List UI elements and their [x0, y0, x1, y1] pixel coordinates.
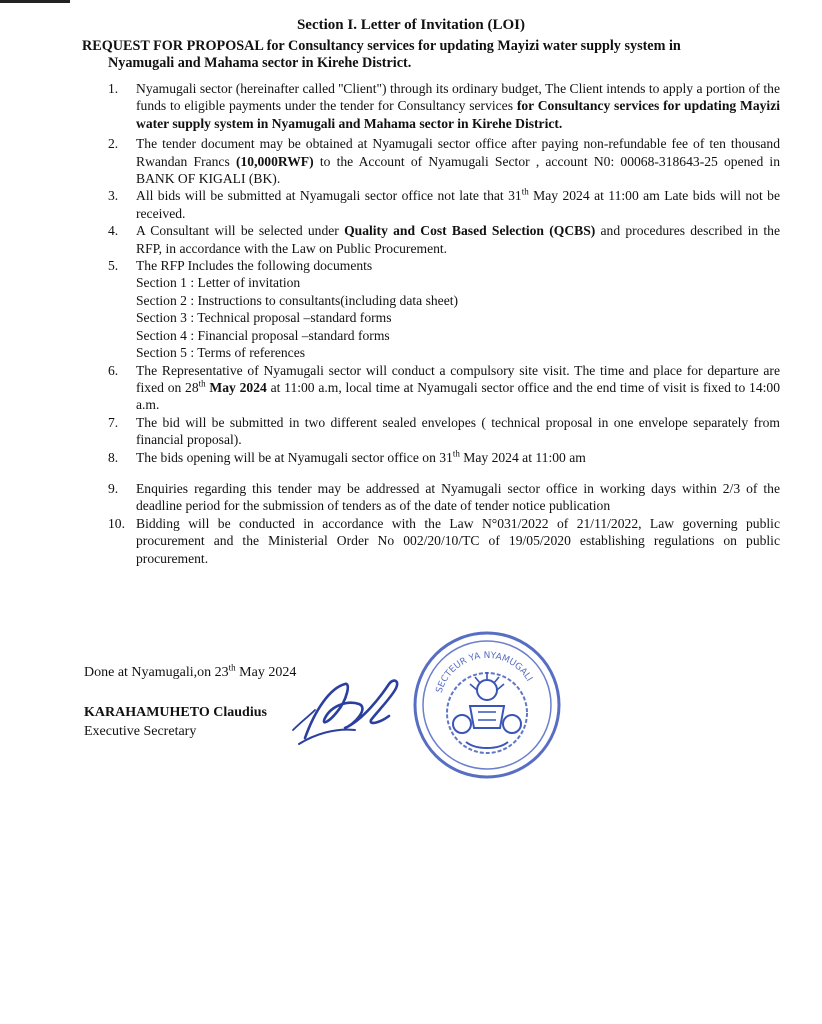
- superscript: th: [521, 186, 529, 197]
- item-bold-text: May 2024: [205, 379, 267, 395]
- list-item: [100, 187, 780, 222]
- done-date: May 2024: [235, 665, 297, 680]
- item-text: The tender document may be obtained at Nyamugali sector office after paying non-refundable fee of ten thousand Rwandan Francs: [136, 136, 780, 169]
- list-item: [100, 480, 780, 515]
- official-seal: [410, 628, 565, 783]
- item-number: 9.: [108, 480, 119, 496]
- superscript: th: [228, 662, 236, 673]
- item-text: and procedures described in the RFP, in accordance with the Law on Public Procurement.: [136, 223, 780, 256]
- item-number: 3.: [108, 188, 119, 204]
- item-text: The Representative of Nyamugali sector will conduct a compulsory site visit. The time and place for departure are fixed on 28: [136, 362, 780, 395]
- done-text: Done at Nyamugali,on 23: [84, 665, 229, 680]
- list-item: [100, 257, 780, 361]
- rfp-section-entry: Section 4 : Financial proposal –standard forms: [136, 327, 390, 343]
- item-bold-text: for Consultancy services for updating Mayizi water supply system in Nyamugali and Mahama sector in Kirehe District.: [136, 98, 781, 131]
- rfp-section-entry: Section 5 : Terms of references: [136, 345, 306, 361]
- list-item: [100, 135, 780, 187]
- item-number: 6.: [108, 362, 119, 378]
- section-title: Section I. Letter of Invitation (LOI): [296, 17, 526, 33]
- seal-text: SECTEUR YA NYAMUGALI: [434, 650, 534, 695]
- item-bold-text: Quality and Cost Based Selection (QCBS): [344, 223, 596, 239]
- item-text: All bids will be submitted at Nyamugali sector office not late that 31: [136, 188, 522, 204]
- superscript: th: [452, 448, 460, 458]
- rfp-sections-list: [136, 274, 780, 361]
- list-item: [100, 222, 780, 257]
- item-number: 1.: [108, 81, 119, 96]
- rfp-heading-line2: Nyamugali and Mahama sector in Kirehe District.: [108, 55, 412, 71]
- item-text: Bidding will be conducted in accordance with the Law N°031/2022 of 21/11/2022, Law governing public procurement and the Ministerial Order No 002/20/10/TC of 19/05/2020 establishing regulations on public procurement.: [136, 515, 780, 566]
- list-item: [100, 362, 780, 414]
- item-text: The RFP Includes the following documents: [136, 258, 373, 274]
- list-item: [100, 515, 780, 567]
- rfp-section-entry: Section 2 : Instructions to consultants(including data sheet): [136, 292, 459, 308]
- item-text: Nyamugali sector (hereinafter called ''Client") through its ordinary budget, The Client intends to apply a portion of the funds to eligible payments under the tender for Consultancy services: [136, 81, 780, 114]
- done-at-line: [84, 662, 297, 681]
- superscript: th: [198, 378, 206, 389]
- item-number: 5.: [108, 258, 119, 274]
- rfp-heading-line1: REQUEST FOR PROPOSAL for Consultancy services for updating Mayizi water supply system in: [82, 38, 681, 54]
- signer-title: Executive Secretary: [84, 724, 197, 739]
- item-number: 7.: [108, 414, 119, 430]
- item-text: at 11:00 a.m, local time at Nyamugali sector office and the end time of visit is fixed to 14:00 a.m.: [136, 379, 780, 413]
- list-item: [100, 414, 780, 449]
- item-number: 4.: [108, 223, 119, 239]
- item-text: The bids opening will be at Nyamugali sector office on 31: [136, 449, 453, 465]
- signer-block: [84, 703, 267, 741]
- rfp-section-entry: Section 1 : Letter of invitation: [136, 275, 301, 291]
- item-number: 2.: [108, 136, 119, 152]
- rfp-heading: [82, 38, 782, 72]
- list-item: [100, 449, 780, 466]
- rfp-section-entry: Section 3 : Technical proposal –standard forms: [136, 310, 392, 326]
- item-text: Enquiries regarding this tender may be addressed at Nyamugali sector office in working days within 2/3 of the deadline period for the submission of tenders as of the date of tender notice publication: [136, 480, 780, 514]
- item-text: to the Account of Nyamugali Sector , account N0: 00068-318643-25 opened in BANK OF KIGALI (BK).: [136, 153, 781, 187]
- list-item: [100, 80, 780, 132]
- item-text: A Consultant will be selected under: [136, 223, 345, 239]
- signature-scribble: [285, 670, 415, 750]
- numbered-list: [100, 80, 780, 567]
- item-number: 10.: [108, 515, 125, 531]
- item-text: May 2024 at 11:00 am Late bids will not be received.: [136, 188, 781, 221]
- item-text: The bid will be submitted in two different sealed envelopes ( technical proposal in one envelope separately from financial proposal).: [136, 414, 780, 448]
- item-bold-text: (10,000RWF): [235, 153, 314, 169]
- signer-name: KARAHAMUHETO Claudius: [84, 705, 267, 720]
- top-edge-line: [0, 0, 70, 3]
- item-number: 8.: [108, 449, 119, 465]
- item-text: May 2024 at 11:00 am: [459, 449, 586, 465]
